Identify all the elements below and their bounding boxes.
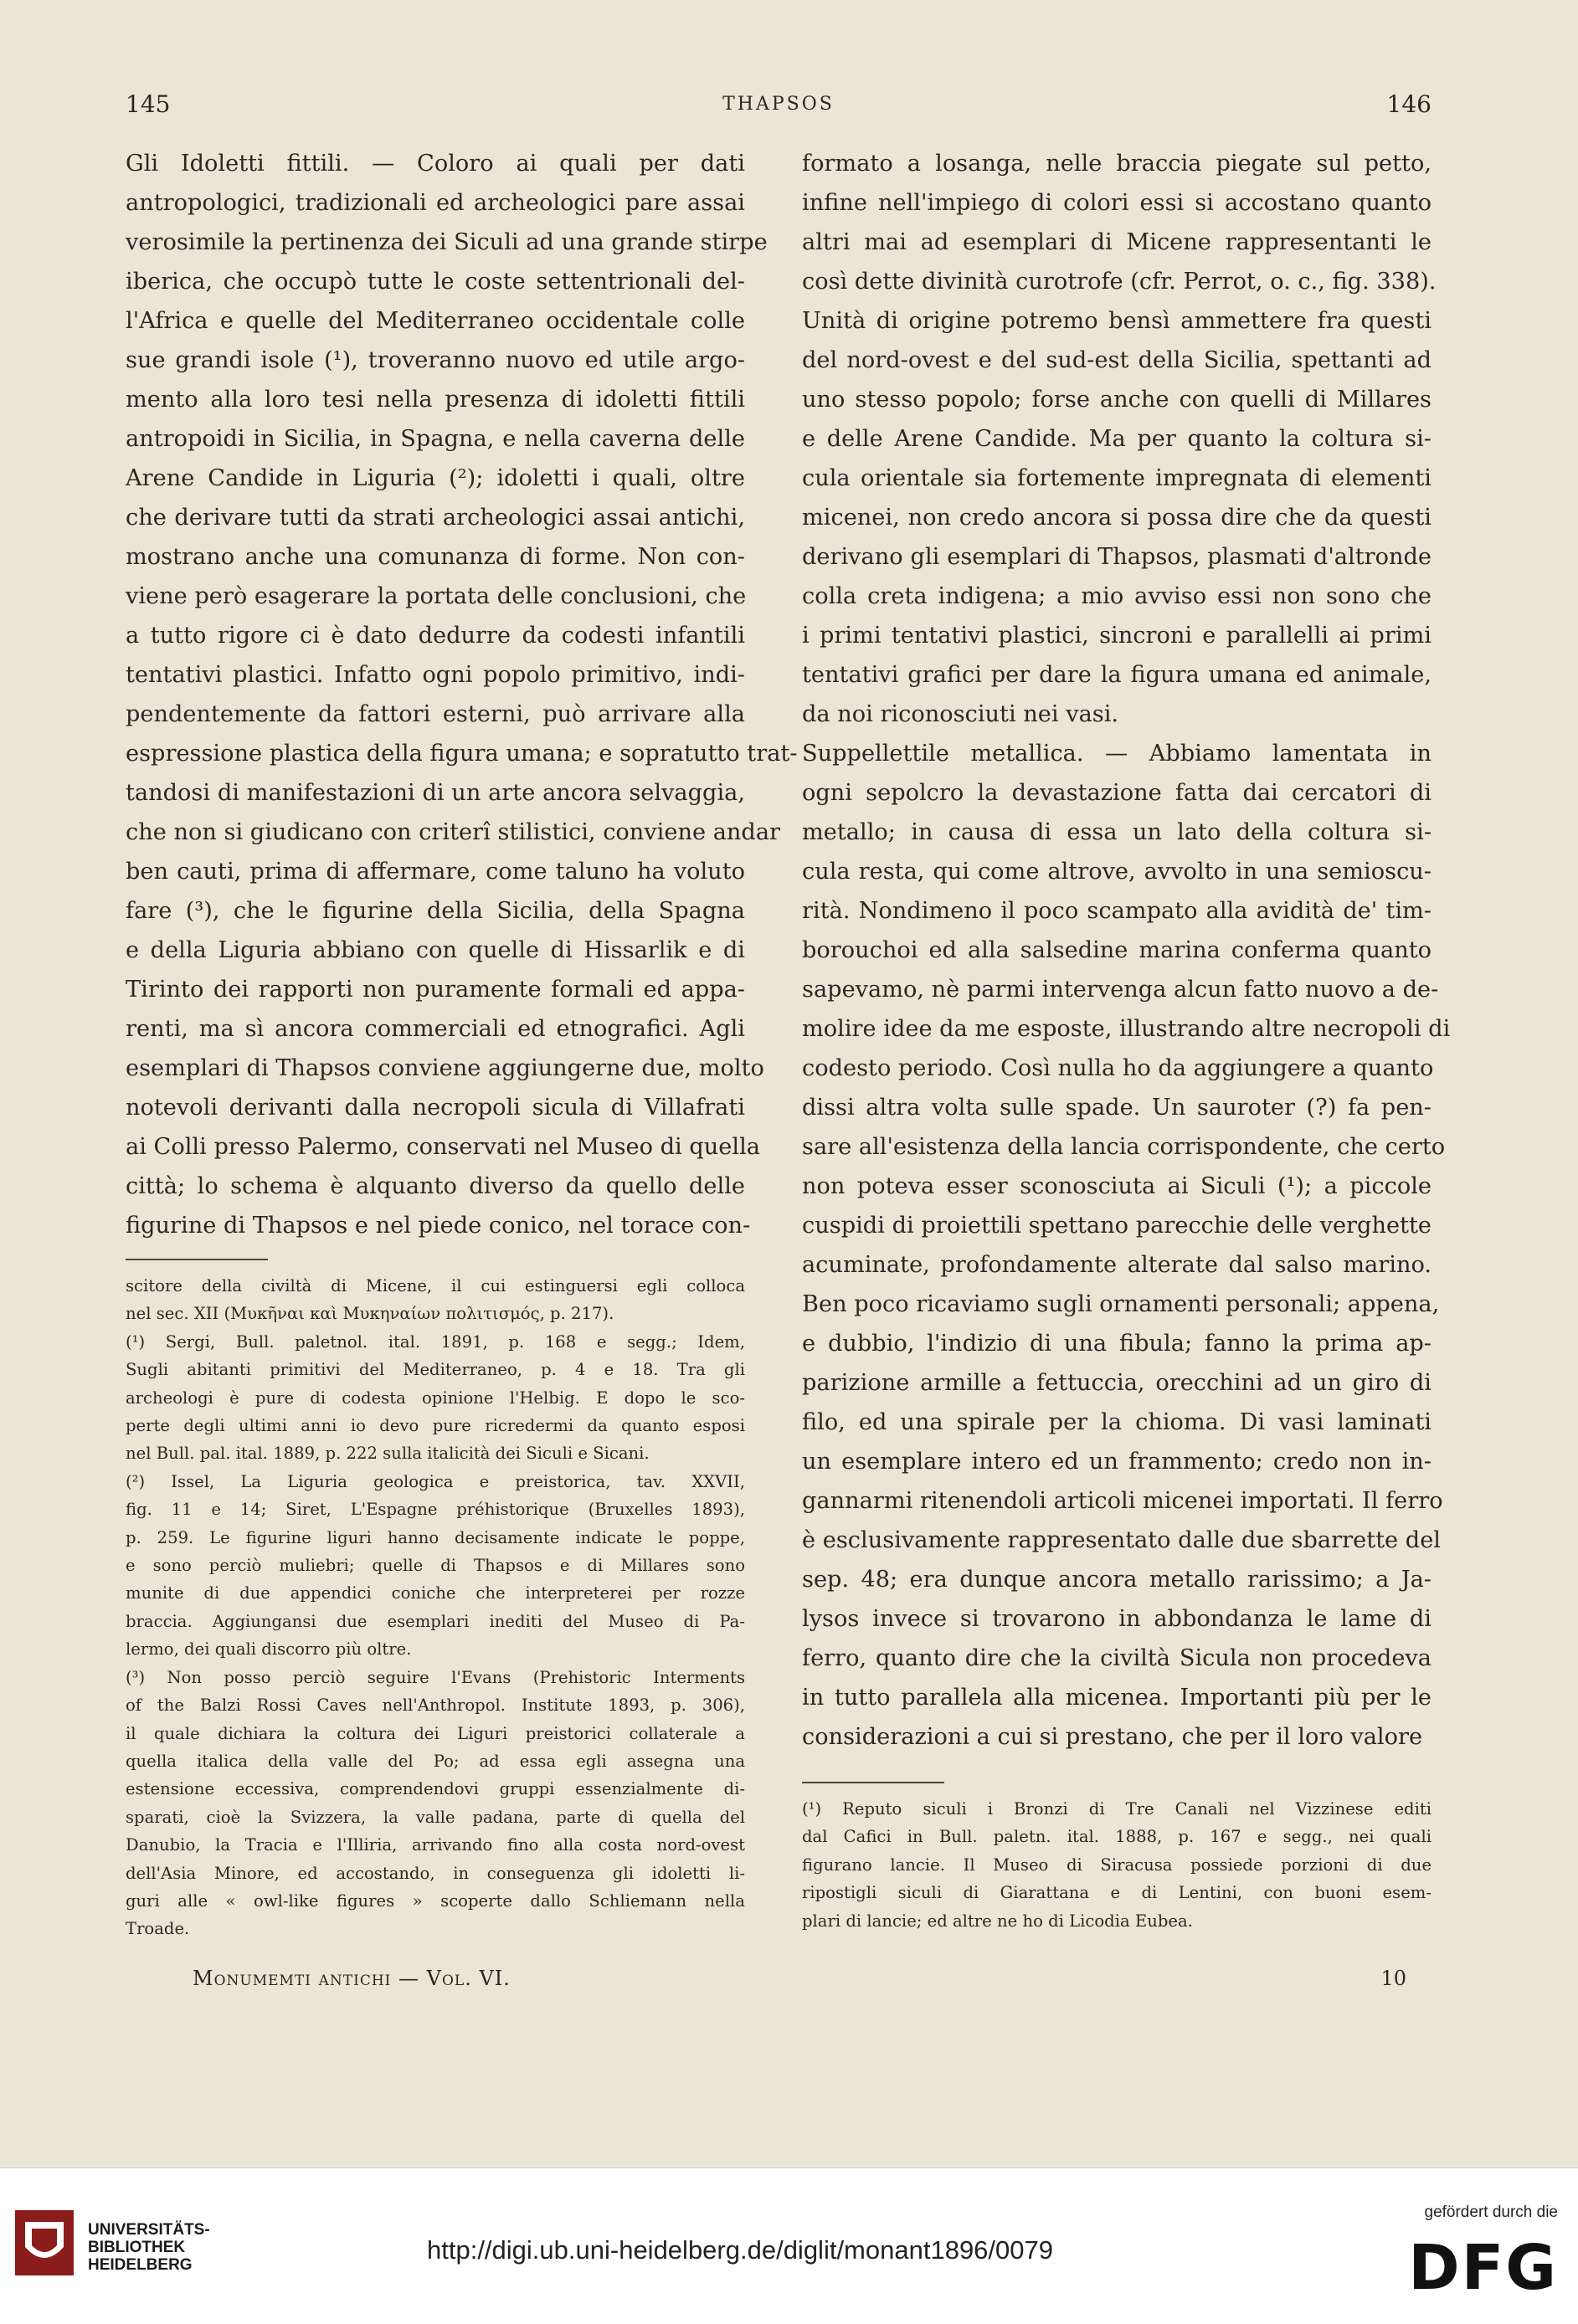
text-line: espressione plastica della figura umana; e sopratutto trat- [126, 741, 798, 767]
text-line: che derivare tutti da strati archeologici assai antichi, [126, 505, 745, 531]
text-line: uno stesso popolo; forse anche con quelli di Millares [802, 387, 1432, 413]
text-line: che non si giudicano con criterî stilistici, conviene andar [126, 819, 781, 845]
footnote-line: (³) Non posso perciò seguire l'Evans (Prehistoric Interments [126, 1667, 745, 1687]
text-line: l'Africa e quelle del Mediterraneo occidentale colle [126, 308, 745, 334]
footnote-line: Troade. [126, 1919, 190, 1939]
text-line: acuminate, profondamente alterate dal salso marino. [802, 1252, 1432, 1278]
right-body-text [802, 144, 1451, 1757]
footnote-line: fig. 11 e 14; Siret, L'Espagne préhistorique (Bruxelles 1893), [126, 1500, 745, 1520]
footnote-line: ripostigli siculi di Giarattana e di Lentini, con buoni esem- [802, 1883, 1432, 1903]
text-line: ogni sepolcro la devastazione fatta dai cercatori di [802, 780, 1432, 806]
text-line: antropologici, tradizionali ed archeologici pare assai [126, 190, 745, 216]
text-line: fare (³), che le figurine della Sicilia, della Spagna [126, 898, 745, 924]
footnote-line: sparati, cioè la Svizzera, la valle padana, parte di quella del [126, 1807, 745, 1827]
footnote-line: dal Cafici in Bull. paletn. ital. 1888, p. 167 e segg., nei quali [802, 1827, 1432, 1847]
text-line: esemplari di Thapsos conviene aggiungerne due, molto [126, 1055, 764, 1081]
footnote-line: of the Balzi Rossi Caves nell'Anthropol. Institute 1893, p. 306), [126, 1696, 745, 1716]
footnote-line: nel Bull. pal. ital. 1889, p. 222 sulla italicità dei Siculi e Sicani. [126, 1444, 650, 1464]
footnote-line: scitore della civiltà di Micene, il cui estinguersi egli colloca [126, 1276, 745, 1295]
text-line: rità. Nondimeno il poco scampato alla avidità de' tim- [802, 898, 1432, 924]
text-line: formato a losanga, nelle braccia piegate sul petto, [802, 151, 1432, 177]
text-line: città; lo schema è alquanto diverso da quello delle [126, 1173, 745, 1199]
text-line: sep. 48; era dunque ancora metallo rarissimo; a Ja- [802, 1567, 1432, 1593]
text-line: cula resta, qui come altrove, avvolto in una semioscu- [802, 859, 1432, 885]
text-line: iberica, che occupò tutte le coste settentrionali del- [126, 269, 745, 295]
library-name: UNIVERSITÄTS- BIBLIOTHEK HEIDELBERG [88, 2221, 210, 2274]
text-line: considerazioni a cui si prestano, che per il loro valore [802, 1724, 1423, 1750]
footnote-line: (¹) Sergi, Bull. paletnol. ital. 1891, p. 168 e segg.; Idem, [126, 1331, 745, 1352]
text-line: pendentemente da fattori esterni, può arrivare alla [126, 701, 745, 727]
text-line: filo, ed una spirale per la chioma. Di vasi laminati [802, 1409, 1432, 1435]
footnote-line: (¹) Reputo siculi i Bronzi di Tre Canali nel Vizzinese editi [802, 1799, 1432, 1819]
footnote-line: nel sec. XII (Μυκῆναι καὶ Μυκηναίων πολιτισμός, p. 217). [126, 1304, 614, 1324]
university-library-logo-icon [15, 2210, 74, 2275]
text-line: gannarmi ritenendoli articoli micenei importati. Il ferro [802, 1488, 1443, 1514]
text-line: tandosi di manifestazioni di un arte ancora selvaggia, [126, 780, 745, 806]
text-line: figurine di Thapsos e nel piede conico, nel torace con- [126, 1213, 751, 1239]
footnote-line: quella italica della valle del Po; ad essa egli assegna una [126, 1751, 745, 1771]
left-column [126, 144, 798, 1943]
left-footnotes [126, 1272, 745, 1943]
footnote-line: il quale dichiara la coltura dei Liguri preistorici collaterale a [126, 1723, 745, 1743]
text-line: tentativi plastici. Infatto ogni popolo primitivo, indi- [126, 662, 745, 688]
text-line: ai Colli presso Palermo, conservati nel Museo di quella [126, 1134, 760, 1160]
footnote-line: perte degli ultimi anni io devo pure ricredermi da quanto esposi [126, 1416, 745, 1436]
text-line: sapevamo, nè parmi intervenga alcun fatto nuovo a de- [802, 977, 1439, 1003]
footnote-line: braccia. Aggiungansi due esemplari inediti del Museo di Pa- [126, 1611, 745, 1631]
text-line: renti, ma sì ancora commerciali ed etnografici. Agli [126, 1016, 745, 1042]
text-line: tentativi grafici per dare la figura umana ed animale, [802, 662, 1432, 688]
digitization-footer [0, 2168, 1578, 2324]
text-line: micenei, non credo ancora si possa dire che da questi [802, 505, 1432, 531]
text-line: codesto periodo. Così nulla ho da aggiungere a quanto [802, 1055, 1434, 1081]
volume-signature: Monumemti antichi — Vol. VI. [193, 1967, 511, 1990]
text-line: parizione armille a fettuccia, orecchini ad un giro di [802, 1370, 1432, 1396]
footnote-line: Sugli abitanti primitivi del Mediterraneo, p. 4 e 18. Tra gli [126, 1360, 745, 1380]
running-header [126, 90, 1432, 124]
dfg-logo: DFG [1408, 2232, 1558, 2304]
text-line: molire idee da me esposte, illustrando altre necropoli di [802, 1016, 1451, 1042]
footnote-line: munite di due appendici coniche che interpreterei per rozze [126, 1583, 745, 1603]
text-line: i primi tentativi plastici, sincroni e parallelli ai primi [802, 623, 1432, 649]
footnote-line: p. 259. Le figurine liguri hanno decisamente indicate le poppe, [126, 1527, 745, 1547]
text-line: antropoidi in Sicilia, in Spagna, e nella caverna delle [126, 426, 745, 452]
left-body-text [126, 144, 798, 1245]
text-line: un esemplare intero ed un frammento; credo non in- [802, 1449, 1432, 1475]
text-line: da noi riconosciuti nei vasi. [802, 701, 1119, 727]
footnote-rule [802, 1782, 944, 1783]
text-line: verosimile la pertinenza dei Siculi ad una grande stirpe [126, 229, 768, 255]
footnote-line: lermo, dei quali discorro più oltre. [126, 1639, 412, 1660]
footnote-line: plari di lancie; ed altre ne ho di Licodia Eubea. [802, 1911, 1193, 1931]
text-line: mento alla loro tesi nella presenza di idoletti fittili [126, 387, 745, 413]
text-line: borouchoi ed alla salsedine marina conferma quanto [802, 937, 1432, 963]
footnote-line: archeologi è pure di codesta opinione l'Helbig. E dopo le sco- [126, 1388, 745, 1408]
text-line: non poteva esser sconosciuta ai Siculi (¹); a piccole [802, 1173, 1432, 1199]
text-line: del nord-ovest e del sud-est della Sicilia, spettanti ad [802, 347, 1432, 373]
text-line: Arene Candide in Liguria (²); idoletti i quali, oltre [126, 465, 745, 491]
text-line: metallo; in causa di essa un lato della coltura si- [802, 819, 1432, 845]
text-line: Tirinto dei rapporti non puramente formali ed appa- [126, 977, 745, 1003]
text-line: mostrano anche una comunanza di forme. Non con- [126, 544, 745, 570]
text-line: è esclusivamente rappresentato dalle due sbarrette del [802, 1527, 1441, 1553]
footnote-line: (²) Issel, La Liguria geologica e preistorica, tav. XXVII, [126, 1471, 745, 1491]
funding-note: gefördert durch die [1424, 2203, 1558, 2221]
text-line: infine nell'impiego di colori essi si accostano quanto [802, 190, 1432, 216]
text-line: così dette divinità curotrofe (cfr. Perrot, o. c., fig. 338). [802, 269, 1437, 295]
text-line: cula orientale sia fortemente impregnata di elementi [802, 465, 1432, 491]
footnote-line: figurano lancie. Il Museo di Siracusa possiede porzioni di due [802, 1855, 1432, 1875]
text-line: Ben poco ricaviamo sugli ornamenti personali; appena, [802, 1291, 1440, 1317]
text-line: e delle Arene Candide. Ma per quanto la coltura si- [802, 426, 1432, 452]
text-line: colla creta indigena; a mio avviso essi non sono che [802, 583, 1432, 609]
permalink-url[interactable]: http://digi.ub.uni-heidelberg.de/diglit/monant1896/0079 [427, 2235, 1053, 2265]
footnote-line: dell'Asia Minore, ed accostando, in conseguenza gli idoletti li- [126, 1863, 745, 1883]
text-line: cuspidi di proiettili spettano parecchie delle verghette [802, 1213, 1432, 1239]
footnote-line: e sono perciò muliebri; quelle di Thapsos e di Millares sono [126, 1556, 745, 1576]
footnote-line: Danubio, la Tracia e l'Illiria, arrivando fino alla costa nord-ovest [126, 1835, 745, 1855]
right-page-number: 146 [1386, 90, 1432, 118]
text-line: derivano gli esemplari di Thapsos, plasmati d'altronde [802, 544, 1432, 570]
text-line: e della Liguria abbiano con quelle di Hissarlik e di [126, 937, 745, 963]
text-line: in tutto parallela alla micenea. Importanti più per le [802, 1685, 1432, 1711]
footnote-rule [126, 1259, 268, 1260]
text-line: Unità di origine potremo bensì ammettere fra questi [802, 308, 1432, 334]
text-line: ben cauti, prima di affermare, come taluno ha voluto [126, 859, 745, 885]
text-line: e dubbio, l'indizio di una fibula; fanno la prima ap- [802, 1331, 1432, 1357]
text-line: Suppellettile metallica. — Abbiamo lamentata in [802, 741, 1432, 767]
text-line: sue grandi isole (¹), troveranno nuovo ed utile argo- [126, 347, 745, 373]
running-title: THAPSOS [722, 94, 835, 115]
footnote-line: estensione eccessiva, comprendendovi gruppi essenzialmente di- [126, 1779, 745, 1799]
text-line: ferro, quanto dire che la civiltà Sicula non procedeva [802, 1645, 1432, 1671]
text-line: altri mai ad esemplari di Micene rappresentanti le [802, 229, 1432, 255]
text-line: dissi altra volta sulle spade. Un sauroter (?) fa pen- [802, 1095, 1432, 1121]
left-page-number: 145 [126, 90, 171, 118]
text-line: notevoli derivanti dalla necropoli sicula di Villafrati [126, 1095, 745, 1121]
footnote-line: guri alle « owl-like figures » scoperte dallo Schliemann nella [126, 1890, 745, 1911]
text-line: a tutto rigore ci è dato dedurre da codesti infantili [126, 623, 745, 649]
text-line: lysos invece si trovarono in abbondanza le lame di [802, 1606, 1432, 1632]
right-footnotes [802, 1795, 1432, 1935]
text-line: sare all'esistenza della lancia corrispondente, che certo [802, 1134, 1446, 1160]
text-line: Gli Idoletti fittili. — Coloro ai quali per dati [126, 151, 745, 177]
right-column [802, 144, 1451, 1935]
sheet-number: 10 [1380, 1967, 1406, 1990]
text-line: viene però esagerare la portata delle conclusioni, che [126, 583, 747, 609]
